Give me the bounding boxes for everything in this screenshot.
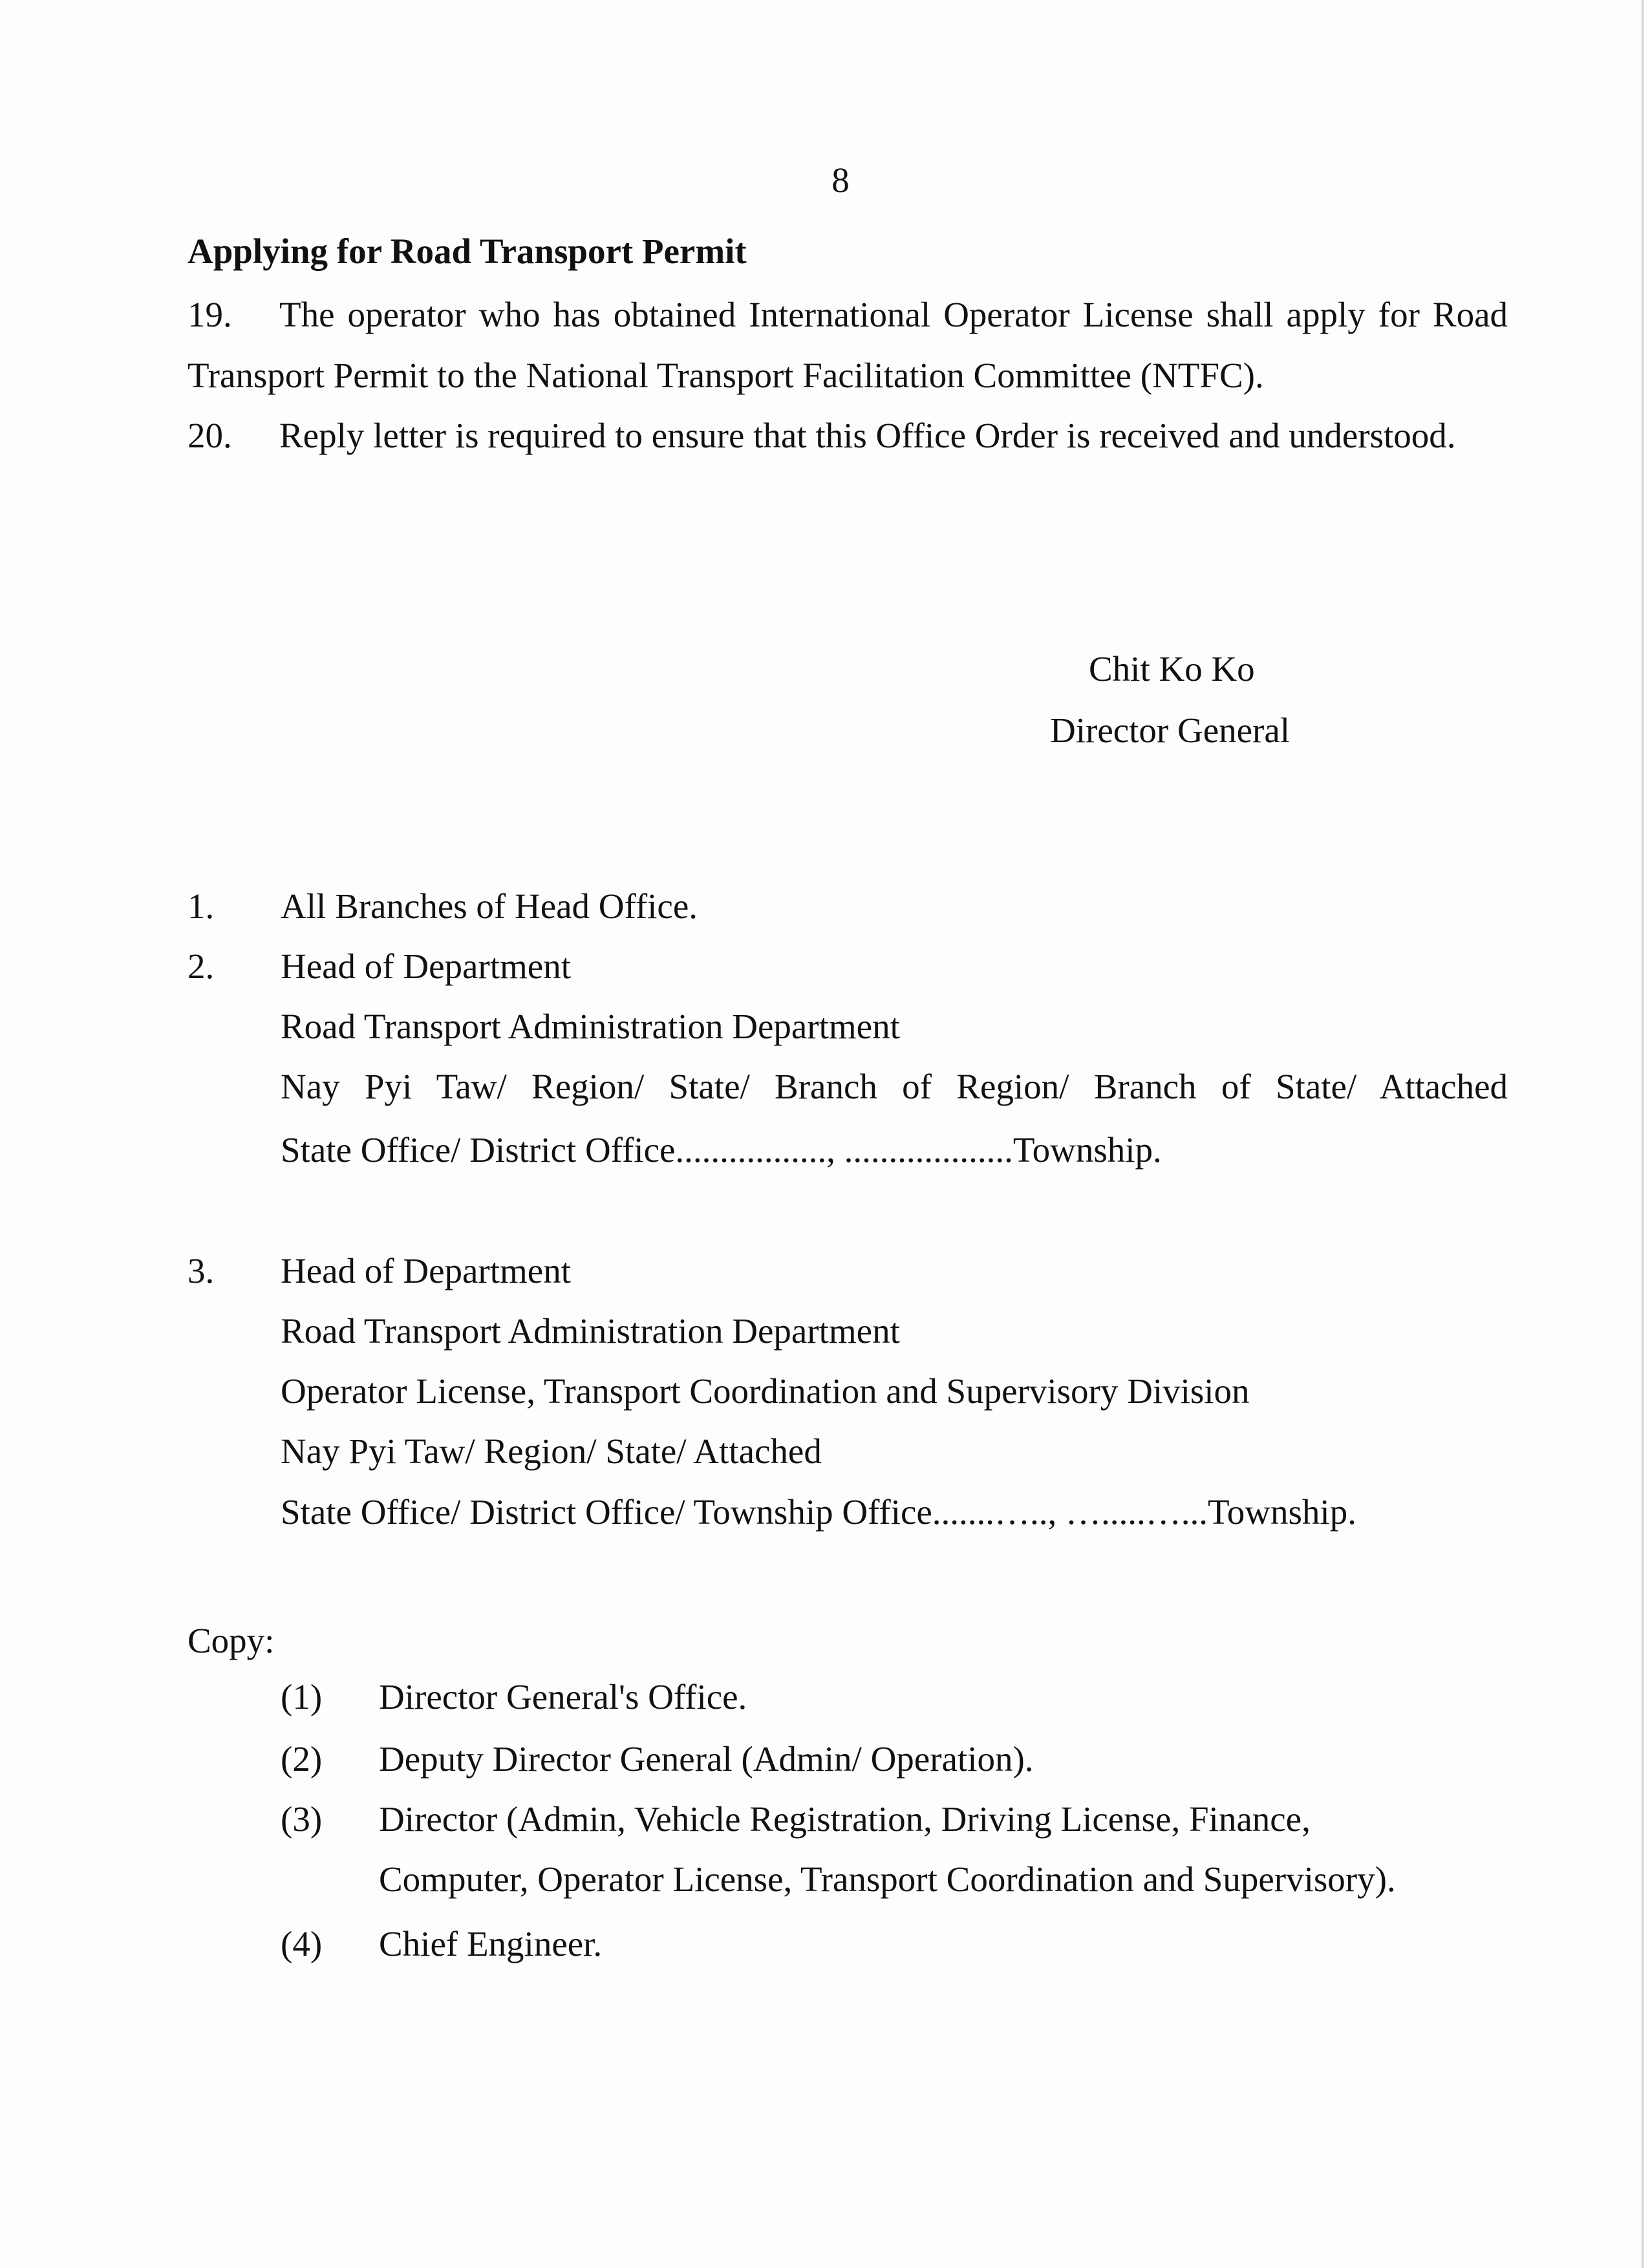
copy-label: Copy: bbox=[188, 1621, 275, 1660]
section-heading: Applying for Road Transport Permit bbox=[188, 231, 747, 271]
signatory-title: Director General bbox=[1050, 711, 1291, 750]
paragraph-text: Reply letter is required to ensure that this Office Order is received and understood. bbox=[279, 416, 1456, 455]
recipient-line: Road Transport Administration Department bbox=[281, 1007, 900, 1046]
paragraph-19 bbox=[188, 284, 1508, 406]
recipient-number: 3. bbox=[188, 1251, 215, 1290]
copy-item-text: Chief Engineer. bbox=[379, 1924, 603, 1963]
copy-item-number: (1) bbox=[281, 1677, 323, 1717]
recipient-line: Operator License, Transport Coordination and Supervisory Division bbox=[281, 1371, 1250, 1411]
recipient-line: State Office/ District Office/ Township Office.......….., ….....…...Township. bbox=[281, 1492, 1356, 1532]
recipient-line: Head of Department bbox=[281, 1251, 571, 1290]
paragraph-number: 20. bbox=[188, 416, 232, 455]
recipient-number: 2. bbox=[188, 947, 215, 986]
paragraph-number: 19. bbox=[188, 295, 232, 334]
recipient-line: Nay Pyi Taw/ Region/ State/ Branch of Region/ Branch of State/ Attached bbox=[281, 1067, 1508, 1106]
paragraph-text: The operator who has obtained International Operator License shall apply for Road Transport Permit to the National Transport Facilitation Committee (NTFC). bbox=[188, 295, 1508, 395]
recipient-line: State Office/ District Office................., ...................Township. bbox=[281, 1130, 1162, 1170]
recipient-line: Road Transport Administration Department bbox=[281, 1311, 900, 1351]
signatory-name: Chit Ko Ko bbox=[1089, 649, 1255, 689]
page-number: 8 bbox=[831, 160, 850, 200]
copy-item-text: Director (Admin, Vehicle Registration, Driving License, Finance, bbox=[379, 1799, 1311, 1839]
copy-item-number: (2) bbox=[281, 1739, 323, 1779]
copy-item-number: (4) bbox=[281, 1924, 323, 1963]
copy-item-number: (3) bbox=[281, 1799, 323, 1839]
copy-item-text: Director General's Office. bbox=[379, 1677, 747, 1717]
recipient-number: 1. bbox=[188, 886, 215, 926]
recipient-line: Nay Pyi Taw/ Region/ State/ Attached bbox=[281, 1431, 822, 1471]
copy-item-text: Deputy Director General (Admin/ Operation). bbox=[379, 1739, 1034, 1779]
recipient-line: Head of Department bbox=[281, 947, 571, 986]
recipient-line: All Branches of Head Office. bbox=[281, 886, 698, 926]
paragraph-20 bbox=[188, 405, 1508, 466]
scan-edge-line bbox=[1642, 0, 1650, 2268]
copy-item-text: Computer, Operator License, Transport Coordination and Supervisory). bbox=[379, 1859, 1396, 1899]
